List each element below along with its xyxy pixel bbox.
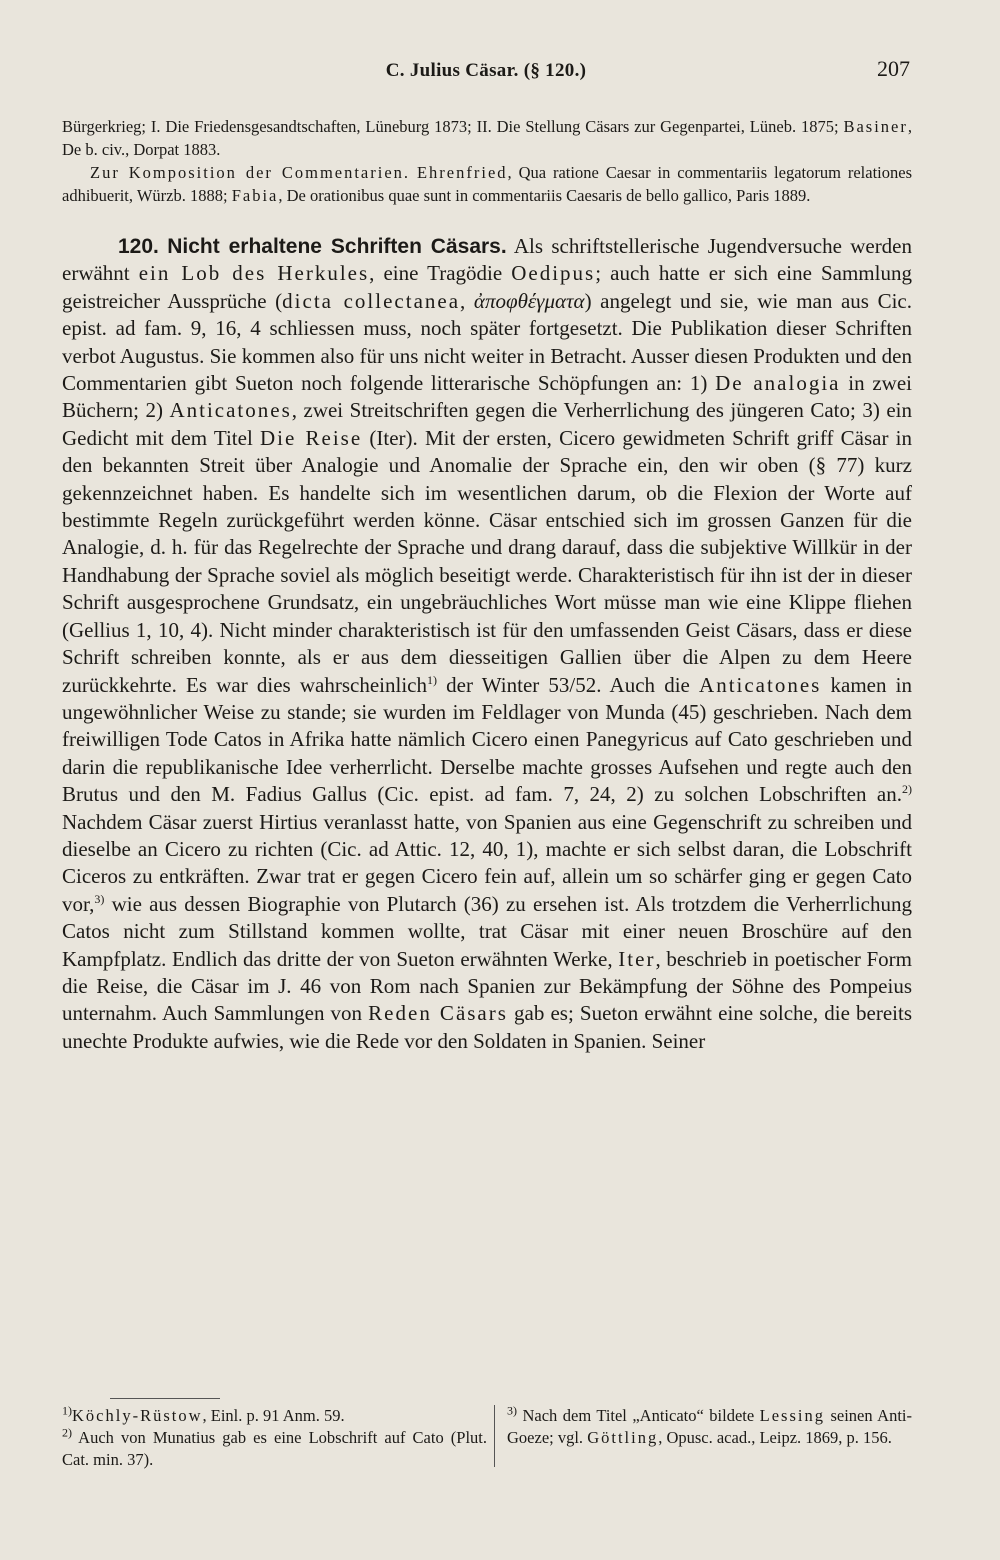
- author-goettling: Göttling: [587, 1428, 659, 1447]
- section-title: Nicht erhaltene Schriften Cäsars.: [167, 235, 507, 258]
- literature-paragraph-2: Zur Komposition der Commentarien. Ehrenfried, Qua ratione Caesar in commentariis legatorum relationes adhibuerit, Würzb. 1888; Fabia, De orationibus quae sunt in commentariis Caesaris de bello gallico, Paris 1889.: [62, 163, 912, 205]
- section-body: [62, 233, 912, 1055]
- work-iter: Iter: [618, 946, 656, 971]
- work-anticatones-2: Anticatones: [699, 672, 822, 697]
- footnote-2: $^{2)}$ Auch von Munatius gab es eine Lobschrift auf Cato (Plut. Cat. min. 37).: [62, 1425, 487, 1469]
- footnote-3: $^{3)}$ Nach dem Titel „Anticato“ bildete Lessing seinen Anti-Goeze; vgl. Göttling, Opusc. acad., Leipz. 1869, p. 156.: [507, 1403, 913, 1447]
- author-fabia: Fabia: [231, 186, 279, 205]
- work-reden: Reden Cäsars: [368, 1001, 508, 1026]
- running-head: C. Julius Cäsar. (§ 120.): [385, 60, 587, 81]
- footnote-rule: [110, 1398, 220, 1399]
- author-koechly: Köchly-Rüstow: [72, 1406, 203, 1425]
- footnote-ref-1[interactable]: 1): [427, 672, 437, 687]
- footnote-column-divider: [494, 1405, 495, 1467]
- work-dicta-collectanea: dicta collectanea: [282, 288, 461, 313]
- author-basiner: Basiner: [843, 117, 908, 136]
- work-oedipus: Oedipus: [511, 261, 596, 286]
- work-die-reise: Die Reise: [260, 425, 363, 450]
- footnote-ref-2[interactable]: 2): [902, 782, 912, 797]
- author-ehrenfried: Ehrenfried: [416, 163, 508, 182]
- footnote-ref-3[interactable]: 3): [94, 891, 105, 906]
- literature-block: [62, 115, 912, 207]
- page-header: [62, 56, 910, 90]
- work-lob-herkules: ein Lob des Herkules: [138, 261, 370, 286]
- footnotes-right-column: [507, 1405, 912, 1449]
- footnotes: [62, 1405, 912, 1475]
- subheading-komposition: Zur Komposition der Commentarien.: [90, 163, 411, 182]
- footnote-1: $^{1)}$Köchly-Rüstow, Einl. p. 91 Anm. 59.: [62, 1403, 345, 1425]
- section-number: 120.: [118, 235, 159, 258]
- footnotes-left-column: [62, 1405, 487, 1471]
- greek-term: ἀποφθέγματα: [473, 288, 585, 313]
- work-de-analogia: De analogia: [715, 371, 841, 396]
- author-lessing: Lessing: [759, 1406, 825, 1425]
- literature-paragraph-1: Bürgerkrieg; I. Die Friedensgesandtschaften, Lüneburg 1873; II. Die Stellung Cäsars zur Gegenpartei, Lüneb. 1875; Basiner, De b. civ., Dorpat 1883.: [62, 117, 912, 159]
- section-paragraph: 120. Nicht erhaltene Schriften Cäsars. Als schriftstellerische Jugendversuche werden erwähnt ein Lob des Herkules, eine Tragödie Oedipus; auch hatte er sich eine Sammlung geistreicher Aussprüche (dicta collectanea, ἀποφθέγματα) angelegt und sie, wie man aus Cic. epist. ad fam. 9, 16, 4 schliessen muss, noch später fortgesetzt. Die Publikation dieser Schriften verbot Augustus. Sie kommen also für uns nicht weiter in Betracht. Ausser diesen Produkten und den Commentarien gibt Sueton noch folgende litterarische Schöpfungen an: 1) De analogia in zwei Büchern; 2) Anticatones, zwei Streitschriften gegen die Verherrlichung des jüngeren Cato; 3) ein Gedicht mit dem Titel Die Reise (Iter). Mit der ersten, Cicero gewidmeten Schrift griff Cäsar in den bekannten Streit über Analogie und Anomalie der Sprache ein, den wir oben (§ 77) kurz gekennzeichnet haben. Es handelte sich im wesentlichen darum, ob die Flexion der Worte auf bestimmte Regeln zurückgeführt werden könne. Cäsar entschied sich im grossen Ganzen für die Analogie, d. h. für das Regelrechte der Sprache und drang darauf, dass die subjektive Willkür in der Handhabung der Sprache soviel als möglich beseitigt werde. Charakteristisch für ihn ist der in dieser Schrift ausgesprochene Grundsatz, ein ungebräuchliches Wort müsse man wie eine Klippe fliehen (Gellius 1, 10, 4). Nicht minder charakteristisch ist für den umfassenden Geist Cäsars, dass er diese Schrift schreiben konnte, als er aus dem diesseitigen Gallien über die Alpen zu dem Heere zurückkehrte. Es war dies wahrscheinlich$^{1)}$ der Winter 53/52. Auch die Anticatones kamen in ungewöhnlicher Weise zu stande; sie wurden im Feldlager von Munda (45) geschrieben. Nach dem freiwilligen Tode Catos in Afrika hatte nämlich Cicero einen Panegyricus auf Cato geschrieben und darin die republikanische Idee verherrlicht. Derselbe machte grosses Aufsehen und regte auch den Brutus und den M. Fadius Gallus (Cic. epist. ad fam. 7, 24, 2) zu solchen Lobschriften an.$^{2)}$ Nachdem Cäsar zuerst Hirtius veranlasst hatte, von Spanien aus eine Gegenschrift zu schreiben und dieselbe an Cicero zu richten (Cic. ad Attic. 12, 40, 1), machte er sich selbst daran, die Lobschrift Ciceros zu entkräften. Zwar trat er gegen Cicero fein auf, allein um so schärfer ging er gegen Cato vor,$^{3)}$ wie aus dessen Biographie von Plutarch (36) zu ersehen ist. Als trotzdem die Verherrlichung Catos nicht zum Stillstand kommen wollte, trat Cäsar mit einer neuen Broschüre auf den Kampfplatz. Endlich das dritte der von Sueton erwähnten Werke, Iter, beschrieb in poetischer Form die Reise, die Cäsar im J. 46 von Rom nach Spanien zur Bekämpfung der Söhne des Pompeius unternahm. Auch Sammlungen von Reden Cäsars gab es; Sueton erwähnt eine solche, die bereits unechte Produkte aufwies, wie die Rede vor den Soldaten in Spanien. Seiner: [62, 234, 913, 1053]
- page-number: 207: [877, 56, 910, 81]
- work-anticatones: Anticatones: [169, 398, 292, 423]
